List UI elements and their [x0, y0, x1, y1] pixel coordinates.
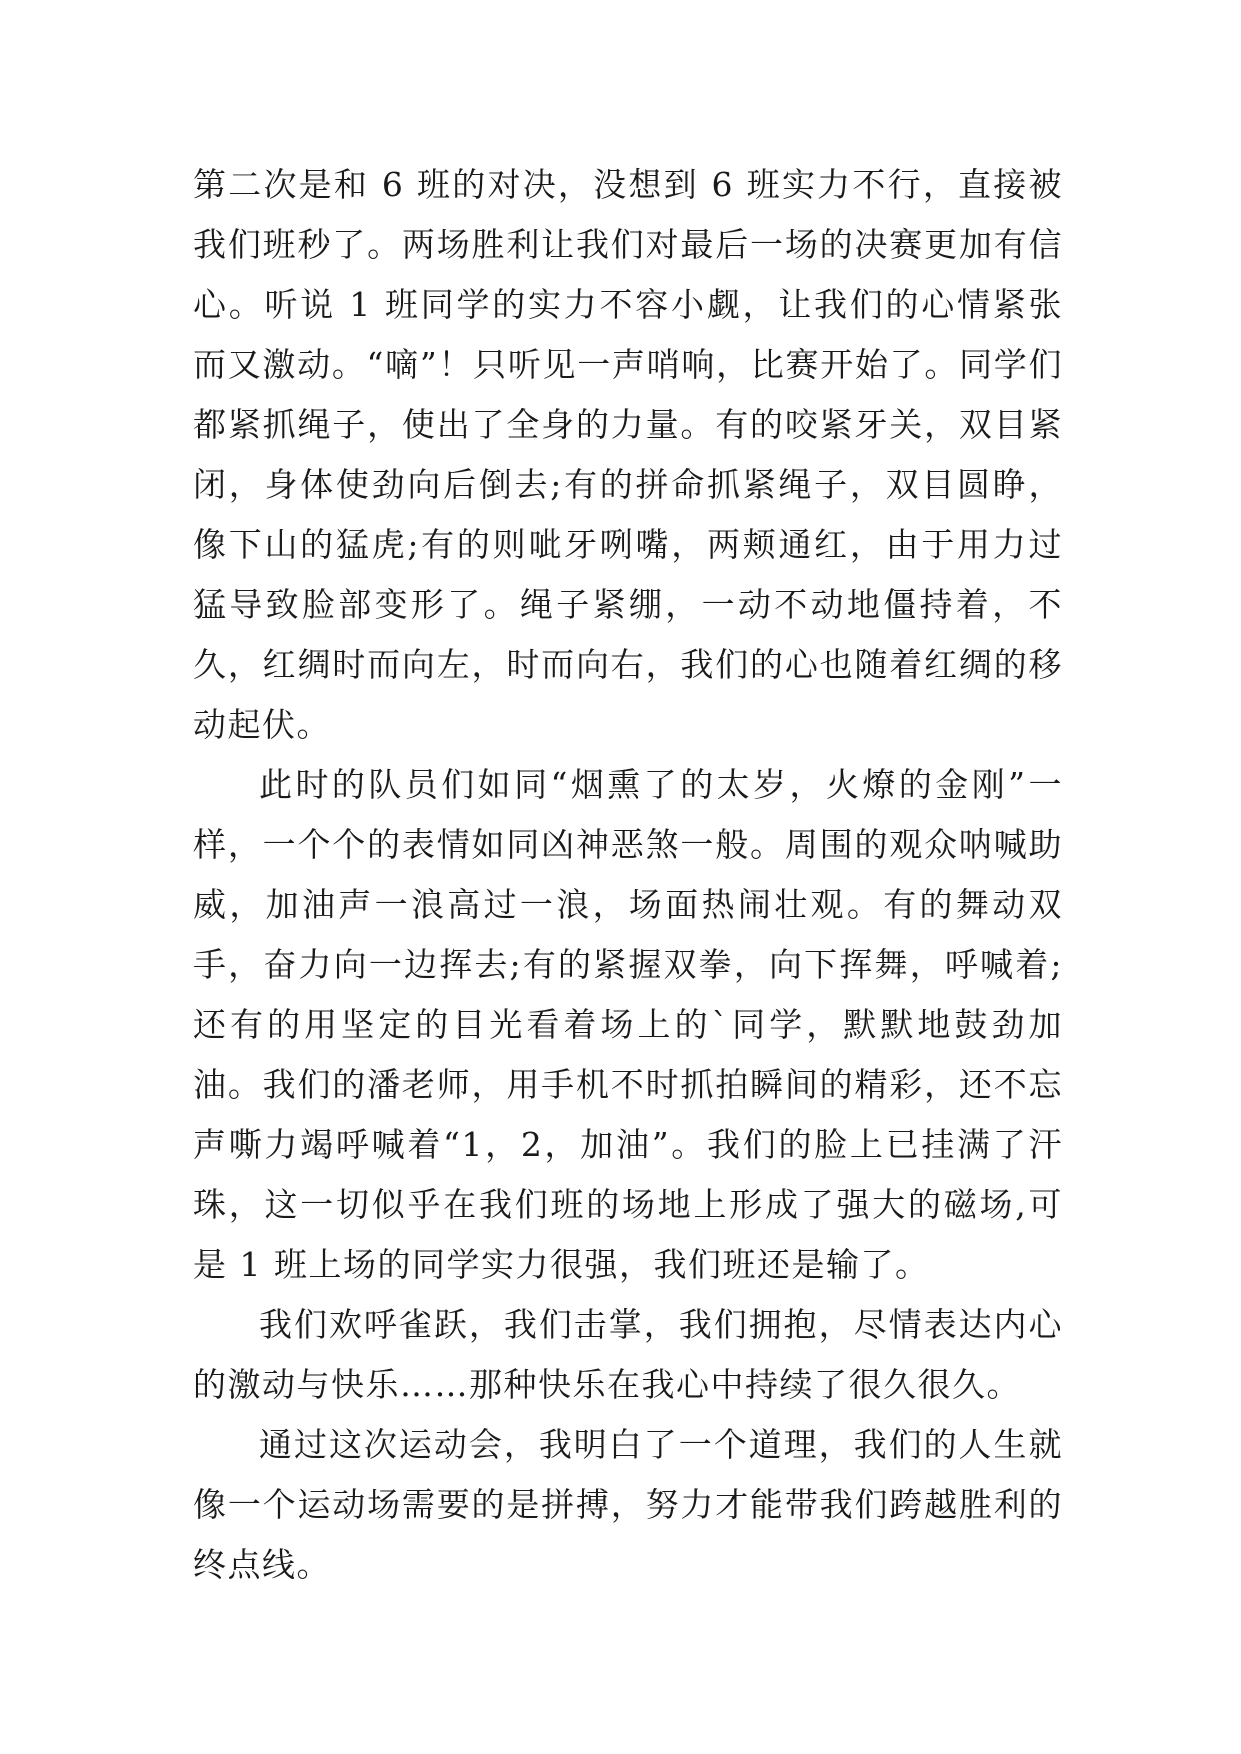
- paragraph-2: 此时的队员们如同“烟熏了的太岁，火燎的金刚”一样，一个个的表情如同凶神恶煞一般。周围的观众呐喊助威，加油声一浪高过一浪，场面热闹壮观。有的舞动双手，奋力向一边挥去;有的紧握双拳，向下挥舞，呼喊着;还有的用坚定的目光看着场上的`同学，默默地鼓劲加油。我们的潘老师，用手机不时抓拍瞬间的精彩，还不忘声嘶力竭呼喊着“1，2，加油”。我们的脸上已挂满了汗珠，这一切似乎在我们班的场地上形成了强大的磁场,可是 1 班上场的同学实力很强，我们班还是输了。: [193, 765, 1063, 1284]
- document-body: [193, 155, 1063, 1595]
- paragraph-1: 第二次是和 6 班的对决，没想到 6 班实力不行，直接被我们班秒了。两场胜利让我们对最后一场的决赛更加有信心。听说 1 班同学的实力不容小觑，让我们的心情紧张而又激动。“嘀”！只听见一声哨响，比赛开始了。同学们都紧抓绳子，使出了全身的力量。有的咬紧牙关，双目紧闭，身体使劲向后倒去;有的拼命抓紧绳子，双目圆睁，像下山的猛虎;有的则呲牙咧嘴，两颊通红，由于用力过猛导致脸部变形了。绳子紧绷，一动不动地僵持着，不久，红绸时而向左，时而向右，我们的心也随着红绸的移动起伏。: [193, 165, 1063, 744]
- paragraph-4: 通过这次运动会，我明白了一个道理，我们的人生就像一个运动场需要的是拼搏，努力才能带我们跨越胜利的终点线。: [193, 1425, 1063, 1584]
- paragraph-3: 我们欢呼雀跃，我们击掌，我们拥抱，尽情表达内心的激动与快乐……那种快乐在我心中持续了很久很久。: [193, 1305, 1063, 1404]
